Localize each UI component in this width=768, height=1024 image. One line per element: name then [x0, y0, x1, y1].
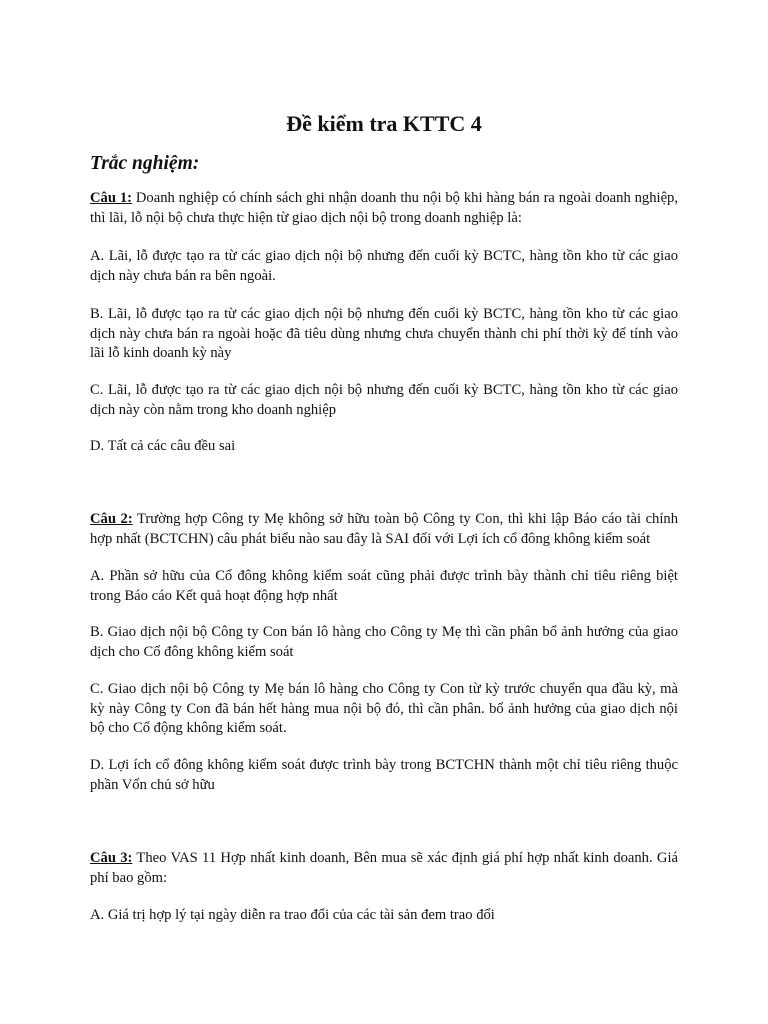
question-1-label: Câu 1: [90, 190, 132, 206]
question-1 [90, 189, 678, 228]
question-1-text: Doanh nghiệp có chính sách ghi nhận doanh thu nội bộ khi hàng bán ra ngoài doanh nghiệp, thì lãi, lỗ nội bộ chưa thực hiện từ giao dịch nội bộ trong doanh nghiệp là: [90, 190, 678, 226]
question-2-text: Trường hợp Công ty Mẹ không sở hữu toàn bộ Công ty Con, thì khi lập Báo cáo tài chính hợp nhất (BCTCHN) câu phát biểu nào sau đây là SAI đối với Lợi ích cổ đông không kiểm soát [90, 511, 678, 547]
question-2-option-b: B. Giao dịch nội bộ Công ty Con bán lô hàng cho Công ty Mẹ thì cần phân bổ ảnh hưởng của giao dịch cho Cổ đông không kiểm soát [90, 624, 678, 660]
question-1-option-c: C. Lãi, lỗ được tạo ra từ các giao dịch nội bộ nhưng đến cuối kỳ BCTC, hàng tồn kho từ các giao dịch này còn nằm trong kho doanh nghiệp [90, 382, 678, 418]
question-3-label: Câu 3: [90, 850, 133, 866]
question-1-option-b: B. Lãi, lỗ được tạo ra từ các giao dịch nội bộ nhưng đến cuối kỳ BCTC, hàng tồn kho từ các giao dịch này chưa bán ra ngoài hoặc đã tiêu dùng nhưng chưa chuyển thành chi phí thời kỳ để tính vào lãi lỗ kinh doanh kỳ này [90, 306, 678, 361]
question-2-label: Câu 2: [90, 511, 133, 527]
question-3-text: Theo VAS 11 Hợp nhất kinh doanh, Bên mua sẽ xác định giá phí hợp nhất kinh doanh. Giá phí bao gồm: [90, 850, 678, 886]
document-title: Đề kiểm tra KTTC 4 [286, 111, 482, 136]
question-1-option-a: A. Lãi, lỗ được tạo ra từ các giao dịch nội bộ nhưng đến cuối kỳ BCTC, hàng tồn kho từ các giao dịch này chưa bán ra bên ngoài. [90, 248, 678, 284]
question-2-option-c: C. Giao dịch nội bộ Công ty Mẹ bán lô hàng cho Công ty Con từ kỳ trước chuyển qua đầu kỳ, mà kỳ này Công ty Con đã bán hết hàng mua nội bộ đó, thì cần phân. bổ ảnh hưởng của giao dịch nội bộ cho Cổ động không kiểm soát. [90, 681, 678, 736]
question-2-option-d: D. Lợi ích cổ đông không kiểm soát được trình bày trong BCTCHN thành một chỉ tiêu riêng thuộc phần Vốn chủ sở hữu [90, 757, 678, 793]
question-3 [90, 849, 678, 888]
question-1-option-d: D. Tất cả các câu đều sai [90, 438, 236, 454]
section-heading: Trắc nghiệm: [90, 153, 200, 174]
question-3-option-a: A. Giá trị hợp lý tại ngày diễn ra trao đổi của các tài sản đem trao đổi [90, 907, 495, 923]
question-2-option-a: A. Phần sở hữu của Cổ đông không kiểm soát cũng phải được trình bày thành chỉ tiêu riêng biệt trong Báo cáo Kết quả hoạt động hợp nhất [90, 568, 678, 604]
question-2 [90, 510, 678, 549]
